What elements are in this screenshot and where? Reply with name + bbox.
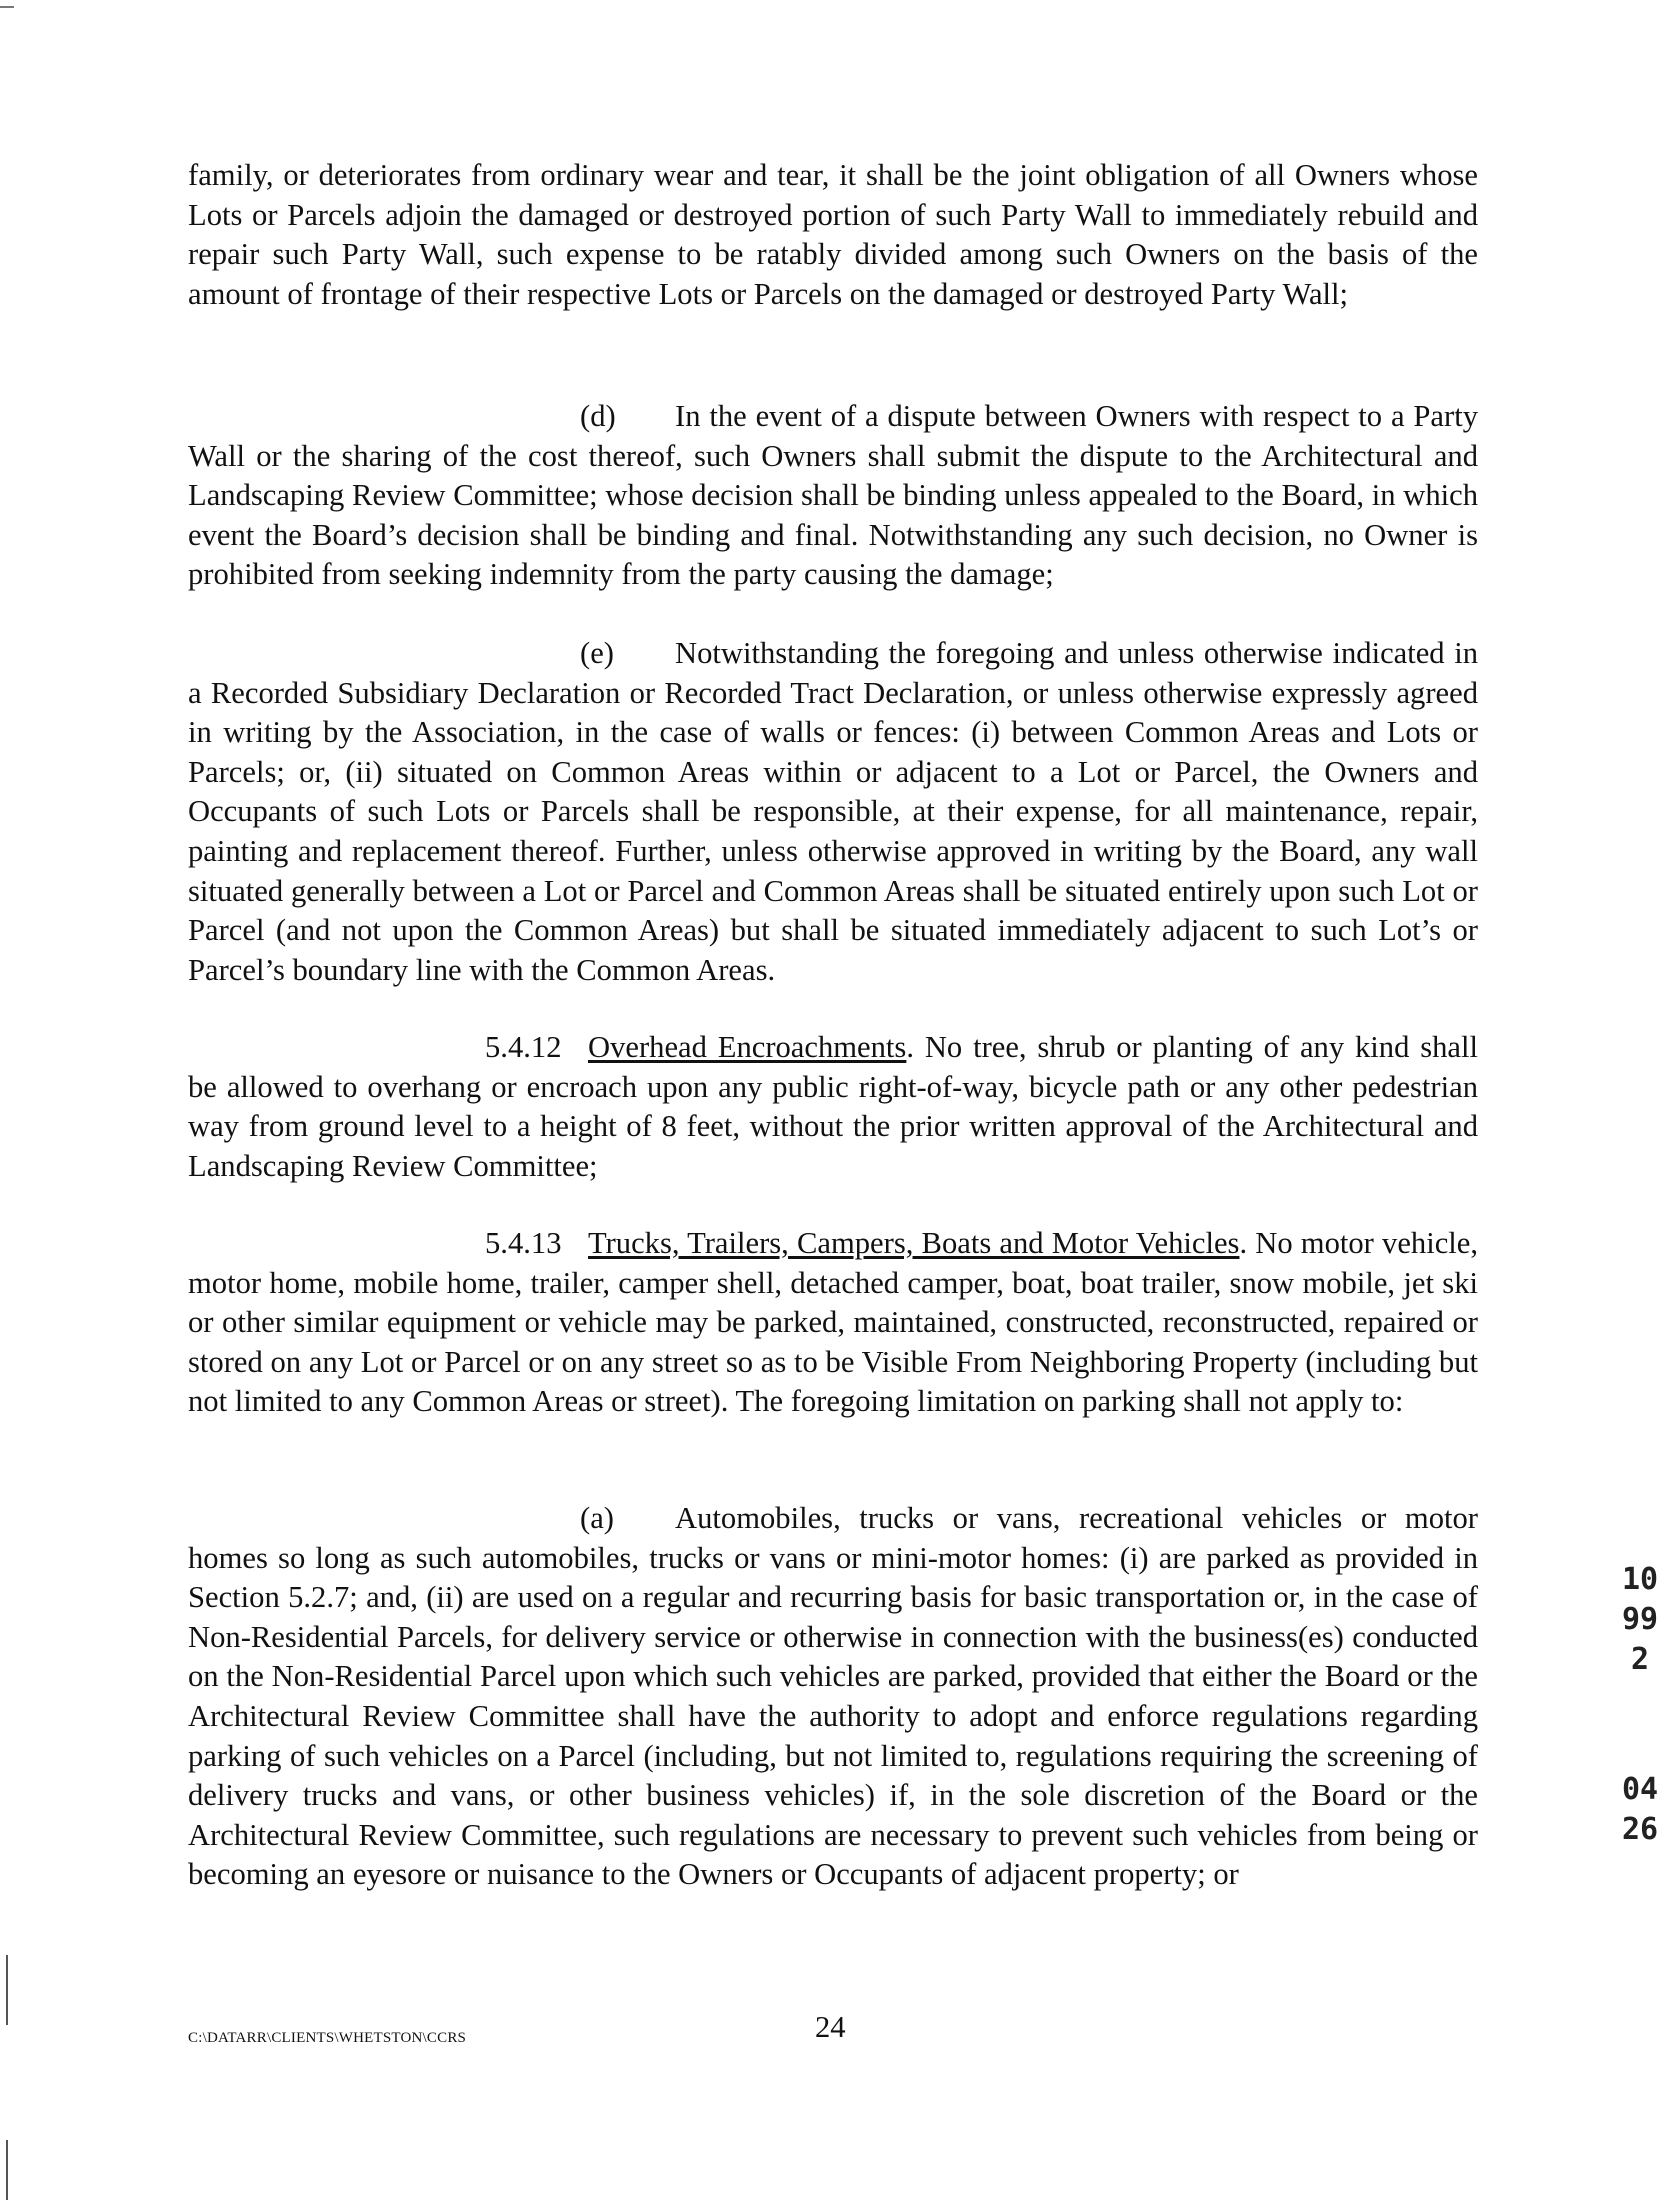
section-5-4-13 [188,1224,1478,1422]
scan-margin-mark [6,1955,8,2025]
paragraph-party-wall-repair [188,156,1478,314]
scan-corner-mark [0,6,14,8]
paragraph-d-dispute [188,397,1478,595]
paragraph-text: Notwithstanding the foregoing and unless otherwise indicated in a Recorded Subsidiary Declaration or Recorded Tract Declaration, or unless otherwise expressly agreed in writing by the Association, in the case of walls or fences: (i) between Common Areas and Lots or Parcels; or, (ii) situated on Common Areas within or adjacent to a Lot or Parcel, the Owners and Occupants of such Lots or Parcels shall be responsible, at their expense, for all maintenance, repair, painting and replacement thereof. Further, unless otherwise approved in writing by the Board, any wall situated generally between a Lot or Parcel and Common Areas shall be situated entirely upon such Lot or Parcel (and not upon the Common Areas) but shall be situated immediately adjacent to such Lot’s or Parcel’s boundary line with the Common Areas. [188,636,1478,987]
section-heading: Trucks, Trailers, Campers, Boats and Motor Vehicles [588,1226,1240,1260]
paragraph-text: In the event of a dispute between Owners with respect to a Party Wall or the sharing of the cost thereof, such Owners shall submit the dispute to the Architectural and Landscaping Review Committee; whose decision shall be binding unless appealed to the Board, in which event the Board’s decision shall be binding and final. Notwithstanding any such decision, no Owner is prohibited from seeking indemnity from the party causing the damage; [188,399,1478,592]
recording-stamp-top: 10992 [1621,1562,1659,1677]
paragraph-text: . No motor vehicle, motor home, mobile home, trailer, camper shell, detached camper, boat, boat trailer, snow mobile, jet ski or other similar equipment or vehicle may be parked, maintained, constructed, reconstructed, repaired or stored on any Lot or Parcel or on any street so as to be Visible From Neighboring Property (including but not limited to any Common Areas or street). The foregoing limitation on parking shall not apply to: [188,1226,1478,1419]
paragraph-text: Automobiles, trucks or vans, recreational vehicles or motor homes so long as such automobiles, trucks or vans or mini-motor homes: (i) are parked as provided in Section 5.2.7; and, (ii) are used on a regular and recurring basis for basic transportation or, in the case of Non-Residential Parcels, for delivery service or otherwise in connection with the business(es) conducted on the Non-Residential Parcel upon which such vehicles are parked, provided that either the Board or the Architectural Review Committee shall have the authority to adopt and enforce regulations regarding parking of such vehicles on a Parcel (including, but not limited to, regulations requiring the screening of delivery trucks and vans, or other business vehicles) if, in the sole discretion of the Board or the Architectural Review Committee, such regulations are necessary to prevent such vehicles from being or becoming an eyesore or nuisance to the Owners or Occupants of adjacent property; or [188,1501,1478,1892]
page-number: 24 [815,2010,846,2044]
subsection-label: (d) [580,399,616,433]
section-heading: Overhead Encroachments [588,1030,907,1064]
section-number: 5.4.12 [485,1030,562,1064]
section-5-4-12 [188,1028,1478,1186]
paragraph-a-automobiles [188,1499,1478,1895]
subsection-label: (e) [580,636,614,670]
recording-stamp-bottom: 0426 [1621,1772,1659,1847]
scan-margin-mark [6,2140,8,2200]
paragraph-e-walls-fences [188,634,1478,990]
paragraph-text: family, or deteriorates from ordinary wear and tear, it shall be the joint obligation of all Owners whose Lots or Parcels adjoin the damaged or destroyed portion of such Party Wall to immediately rebuild and repair such Party Wall, such expense to be ratably divided among such Owners on the basis of the amount of frontage of their respective Lots or Parcels on the damaged or destroyed Party Wall; [188,158,1478,311]
section-number: 5.4.13 [485,1226,562,1260]
footer-file-path: C:\DATARR\CLIENTS\WHETSTON\CCRS [188,2030,467,2046]
paragraph-text: . No tree, shrub or planting of any kind shall be allowed to overhang or encroach upon any public right-of-way, bicycle path or any other pedestrian way from ground level to a height of 8 feet, without the prior written approval of the Architectural and Landscaping Review Committee; [188,1030,1479,1183]
subsection-label: (a) [580,1501,614,1535]
